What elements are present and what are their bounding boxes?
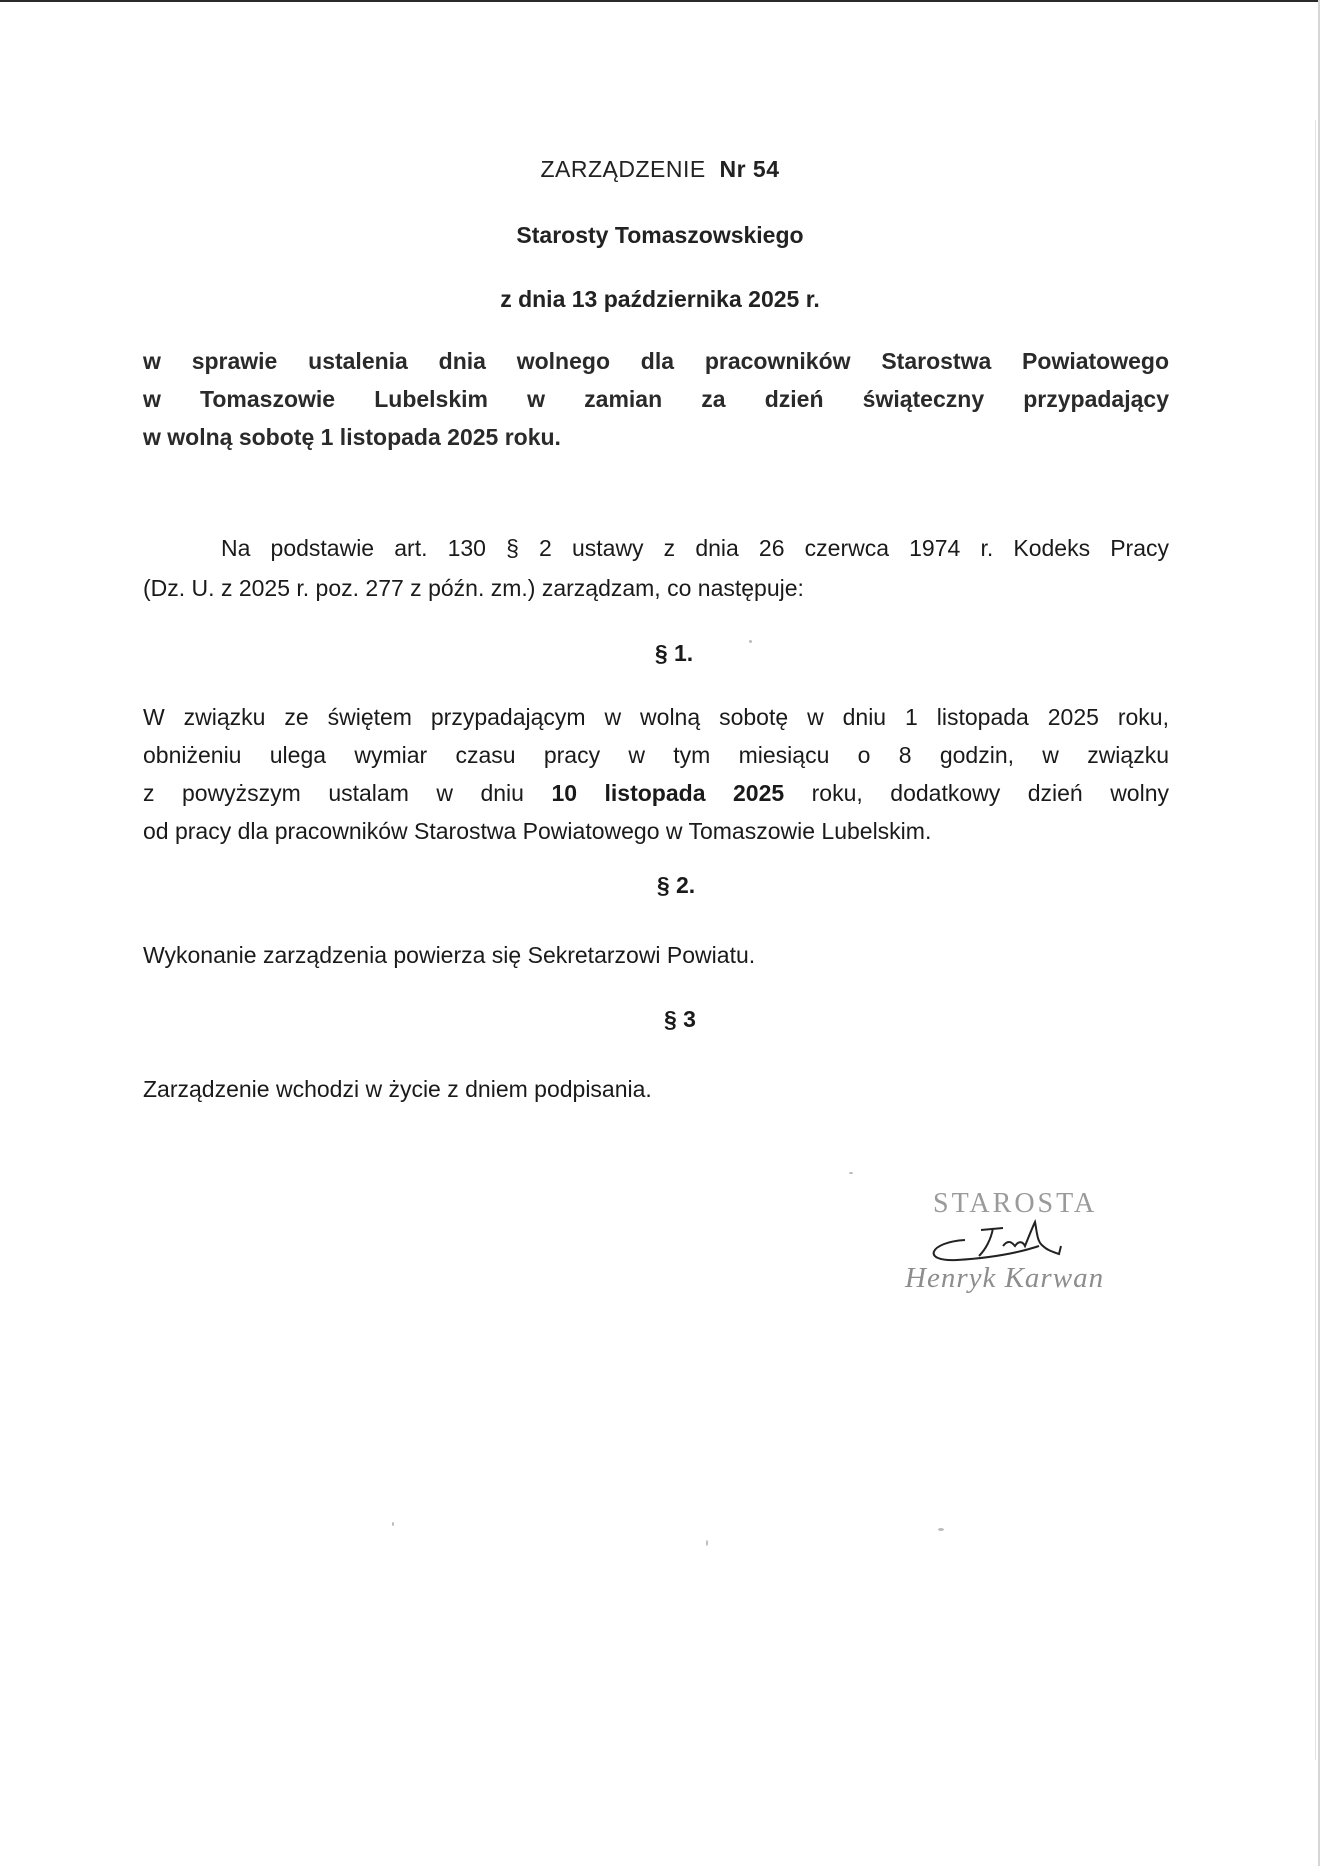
- basis-line: Na podstawie art. 130 § 2 ustawy z dnia 26 czerwca 1974 r. Kodeks Pracy: [221, 535, 1169, 561]
- section-1-text: roku, dodatkowy dzień wolny: [784, 780, 1170, 806]
- day-off-date: 10 listopada 2025: [551, 780, 785, 806]
- section-1-line: [143, 774, 1169, 812]
- document-date: z dnia 13 października 2025 r.: [500, 286, 820, 312]
- scan-speck: [938, 1528, 944, 1531]
- section-3-body: [143, 1070, 1169, 1108]
- document-subject: [143, 342, 1169, 456]
- section-1-text: z powyższym ustalam w dniu: [143, 780, 552, 806]
- scan-speck: [706, 1540, 708, 1546]
- section-1-line: od pracy dla pracowników Starostwa Powiatowego w Tomaszowie Lubelskim.: [143, 818, 932, 844]
- scan-speck: [749, 640, 752, 643]
- stamp-name: Henryk Karwan: [905, 1262, 1105, 1294]
- subject-line: w wolną sobotę 1 listopada 2025 roku.: [143, 424, 561, 450]
- title-number: Nr 54: [719, 156, 780, 182]
- document-title: [0, 156, 1320, 183]
- section-1-body: [143, 698, 1169, 850]
- basis-line: (Dz. U. z 2025 r. poz. 277 z późn. zm.) zarządzam, co następuje:: [143, 575, 804, 601]
- section-3-text: Zarządzenie wchodzi w życie z dniem podpisania.: [143, 1076, 652, 1102]
- title-prefix: ZARZĄDZENIE: [540, 156, 706, 182]
- scan-top-edge: [0, 0, 1320, 2]
- scan-speck: [392, 1522, 394, 1526]
- subject-line: w Tomaszowie Lubelskim w zamian za dzień świąteczny przypadający: [143, 386, 1169, 412]
- subject-line: w sprawie ustalenia dnia wolnego dla pracowników Starostwa Powiatowego: [143, 348, 1169, 374]
- scan-speck: [849, 1172, 853, 1174]
- legal-basis: [143, 528, 1169, 608]
- section-1-heading: § 1.: [654, 640, 694, 666]
- section-2-text: Wykonanie zarządzenia powierza się Sekretarzowi Powiatu.: [143, 942, 756, 968]
- section-2-body: [143, 936, 1169, 974]
- section-3-heading: § 3: [664, 1006, 696, 1032]
- official-stamp: [905, 1188, 1165, 1308]
- scan-right-shadow: [1315, 120, 1316, 1760]
- section-1-line: W związku ze świętem przypadającym w wolną sobotę w dniu 1 listopada 2025 roku,: [143, 704, 1169, 730]
- section-1-line: obniżeniu ulega wymiar czasu pracy w tym miesiącu o 8 godzin, w związku: [143, 742, 1169, 768]
- section-2-heading: § 2.: [656, 872, 696, 898]
- document-issuer: Starosty Tomaszowskiego: [516, 222, 804, 248]
- stamp-title: STAROSTA: [933, 1188, 1098, 1219]
